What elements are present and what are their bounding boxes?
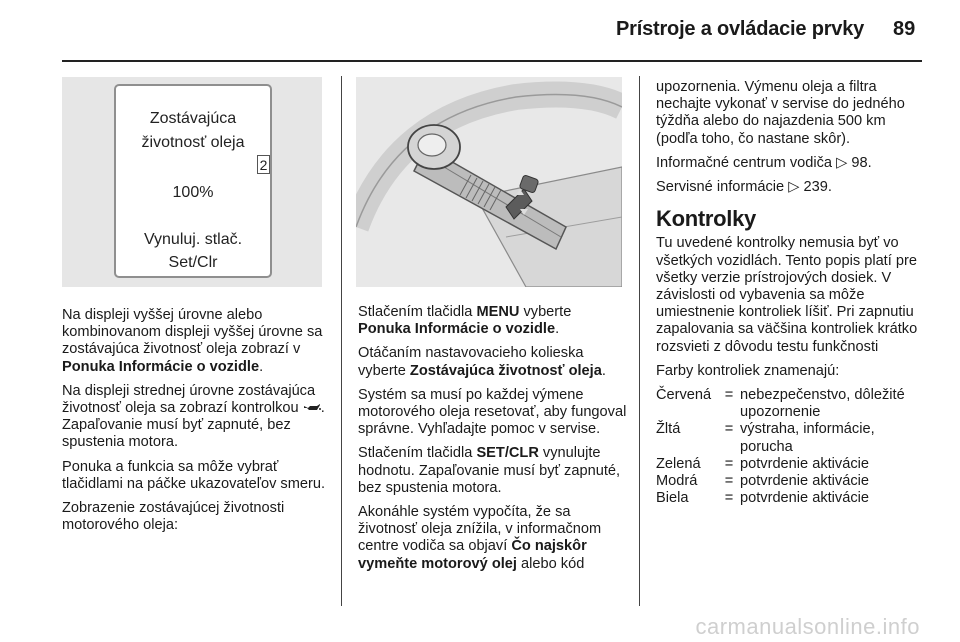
middle-p4-text-a: Stlačením tlačidla [358,445,477,462]
display-percent: 100% [172,184,214,201]
left-p2-text-b: . Zapaľovanie musí byť zapnuté, bez spustenia motora. [62,400,325,451]
left-paragraph-1 [62,307,332,376]
middle-paragraph-4 [358,445,628,497]
table-row [656,490,916,507]
right-p2-reference[interactable]: 98. [851,154,872,171]
table-row [656,387,916,421]
middle-p1-text-a: Stlačením tlačidla [358,304,477,320]
right-paragraph-1: upozornenia. Výmenu oleja a filtra nechajte vykonať v servise do jedného týždňa alebo do najazdenia 500 km (podľa toho, čo nastane skôr). [656,79,905,147]
middle-paragraph-5 [358,504,628,573]
watermark-text: carmanualsonline.info [695,614,920,639]
left-p2-text-a: Na displeji strednej úrovne zostávajúca životnosť oleja sa zobrazí kontrolkou [62,382,316,417]
color-name: Biela [656,490,689,507]
display-line-4: Vynuluj. stlač. [143,231,243,248]
page-reference-icon: ▷ [788,179,800,196]
middle-p5-text-b: alebo kód [516,555,585,572]
right-paragraph-3 [656,179,928,196]
left-text-column [62,307,332,541]
middle-paragraph-1 [358,304,628,338]
middle-paragraph-2 [358,345,628,379]
middle-p4-text-b: vynulujte hodnotu. Zapaľovanie musí byť zapnuté, bez spustenia motora. [358,445,621,496]
middle-paragraph-3: Systém sa musí po každej výmene motorového oleja resetovať, aby fungoval správne. Vyhľadajte pomoc v servise. [358,386,627,438]
left-p1-end: . [259,358,264,375]
column-divider-left [341,76,342,606]
left-paragraph-2 [62,383,332,452]
color-equals: = [724,387,734,404]
middle-text-column [358,304,628,580]
right-text-column [656,79,928,507]
table-row [656,456,916,473]
section-heading-kontrolky: Kontrolky [656,206,756,232]
color-meaning: nebezpečenstvo, dôležité upozornenie [740,387,905,421]
table-row [656,473,916,490]
middle-p1-bold-menu: Ponuka Informácie o vozidle [358,321,556,338]
left-paragraph-4: Zobrazenie zostávajúcej životnosti motorového oleja: [62,500,285,534]
color-meaning: potvrdenie aktivácie [740,490,869,507]
color-name: Modrá [656,473,698,490]
color-equals: = [724,455,734,472]
middle-p2-bold: Zostávajúca životnosť oleja [409,362,602,379]
right-p2-text: Informačné centrum vodiča [656,154,837,171]
color-name: Červená [656,387,712,404]
right-paragraph-4: Tu uvedené kontrolky nemusia byť vo všetkých vozidlách. Tento popis platí pre všetky verzie prístrojových dosiek. V závislosti od vybavenia sa môže umiestnenie kontroliek líšiť. Pri zapnutiu zapalovania sa väčšina kontroliek krátko rozsvieti z dôvodu testu funkčnosti [656,235,918,355]
display-line-1: Zostávajúca [149,110,237,127]
oil-life-display-screen [114,84,272,278]
color-name: Žltá [656,421,681,438]
middle-p1-text-b: vyberte [519,304,572,320]
set-clr-button-label: SET/CLR [476,445,539,462]
turn-signal-stalk-illustration [356,77,622,287]
left-p1-bold: Ponuka Informácie o vozidle [62,358,260,375]
right-paragraph-5: Farby kontroliek znamenajú: [656,362,840,379]
color-equals: = [724,473,734,490]
right-paragraph-2 [656,155,928,172]
display-line-5: Set/Clr [168,254,218,271]
table-row [656,421,916,455]
page-header-title: Prístroje a ovládacie prvky [616,18,865,40]
right-p3-reference[interactable]: 239. [803,179,832,196]
header-rule [62,60,922,62]
color-equals: = [724,421,734,438]
indicator-colors-table [656,387,916,507]
middle-p5-bold: Čo najskôr vymeňte motorový olej [358,538,587,572]
page-number: 89 [893,18,916,40]
color-meaning: potvrdenie aktivácie [740,473,869,490]
oil-can-icon [303,403,321,413]
watermark [0,614,960,640]
display-page-badge: 2 [257,155,270,174]
stalk-drawing [356,77,622,287]
left-p1-text: Na displeji vyššej úrovne alebo kombinovanom displeji vyššej úrovne sa zostávajúca životnosť oleja zobrazí v [62,307,323,358]
color-name: Zelená [656,455,701,472]
middle-p2-text-a: Otáčaním nastavovacieho kolieska vyberte [358,345,584,379]
middle-p2-text-b: . [601,362,606,379]
menu-button-label: MENU [476,304,520,320]
right-p3-text: Servisné informácie [656,179,789,196]
color-equals: = [724,490,734,507]
page-reference-icon: ▷ [836,154,848,171]
color-meaning: potvrdenie aktivácie [740,455,869,472]
left-paragraph-3: Ponuka a funkcia sa môže vybrať tlačidlami na páčke ukazovateľov smeru. [62,458,326,492]
middle-p5-text-a: Akonáhle systém vypočíta, že sa životnosť oleja znížila, v informačnom centre vodiča sa objaví [358,504,602,555]
middle-p1-text-c: . [555,321,560,338]
color-meaning: výstraha, informácie, porucha [740,421,875,455]
display-line-2: životnosť oleja [141,134,245,151]
column-divider-right [639,76,640,606]
